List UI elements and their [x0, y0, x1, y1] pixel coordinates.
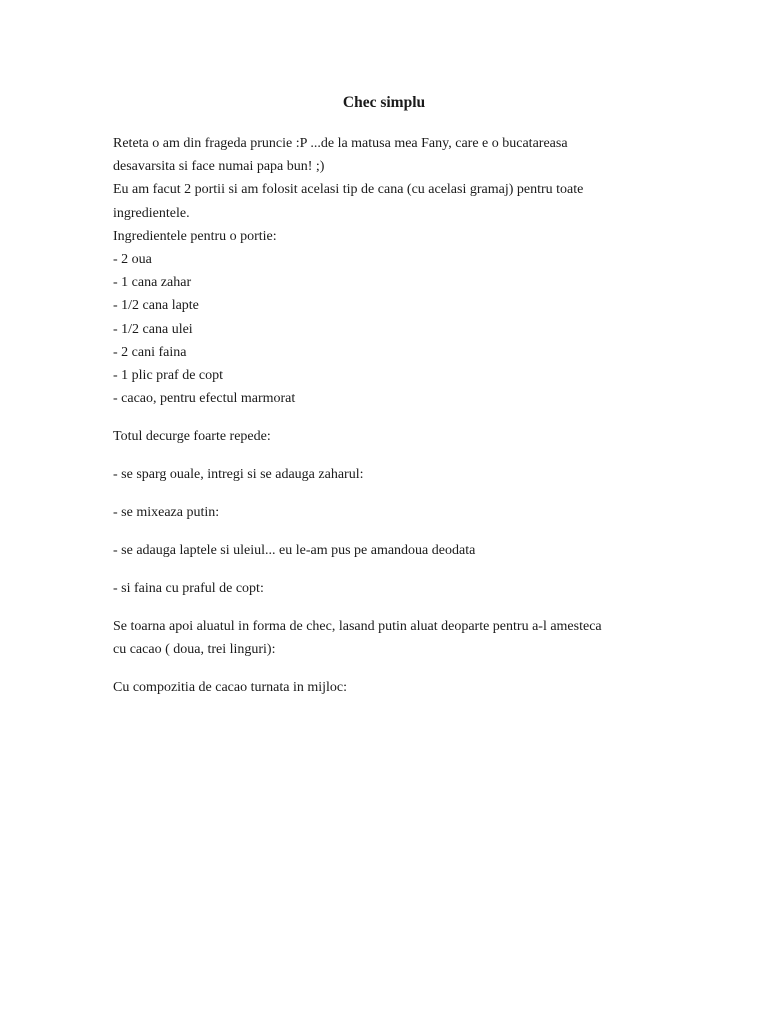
ingredient-item: - 1/2 cana ulei	[113, 321, 193, 337]
step-paragraph: - se sparg ouale, intregi si se adauga zaharul:	[113, 467, 364, 483]
step-paragraph: Totul decurge foarte repede:	[113, 429, 271, 445]
step-paragraph: - si faina cu praful de copt:	[113, 580, 264, 596]
step-paragraph: - se mixeaza putin:	[113, 505, 220, 521]
intro-line: Eu am facut 2 portii si am folosit acelasi tip de cana (cu acelasi gramaj) pentru toate	[113, 182, 584, 198]
step-paragraph: Cu compozitia de cacao turnata in mijloc:	[113, 680, 348, 696]
ingredients-list	[113, 248, 658, 410]
step-paragraph: - se adauga laptele si uleiul... eu le-am pus pe amandoua deodata	[113, 543, 476, 558]
paragraph-gap	[113, 524, 658, 539]
ingredients-heading: Ingredientele pentru o portie:	[113, 228, 277, 244]
paragraph-gap	[113, 410, 658, 425]
ingredient-item: - 2 oua	[113, 251, 152, 267]
paragraph-gap	[113, 600, 658, 615]
intro-line: ingredientele.	[113, 205, 190, 221]
paragraph-gap	[113, 486, 658, 501]
document-body	[113, 132, 658, 699]
step-paragraph: Se toarna apoi aluatul in forma de chec, lasand putin aluat deoparte pentru a-l amesteca	[113, 618, 602, 634]
paragraph-gap	[113, 661, 658, 676]
ingredient-item: - 1 plic praf de copt	[113, 367, 224, 383]
paragraph-gap	[113, 448, 658, 463]
intro-line: desavarsita si face numai papa bun! ;)	[113, 159, 325, 175]
intro-line: Reteta o am din frageda pruncie :P ...de la matusa mea Fany, care e o bucatareasa	[113, 136, 568, 151]
paragraph-gap	[113, 562, 658, 577]
ingredient-item: - 2 cani faina	[113, 344, 187, 360]
document-title: Chec simplu	[342, 94, 426, 111]
ingredient-item: - cacao, pentru efectul marmorat	[113, 391, 296, 407]
step-paragraph: cu cacao ( doua, trei linguri):	[113, 642, 276, 658]
ingredient-item: - 1 cana zahar	[113, 275, 192, 291]
ingredient-item: - 1/2 cana lapte	[113, 298, 199, 314]
